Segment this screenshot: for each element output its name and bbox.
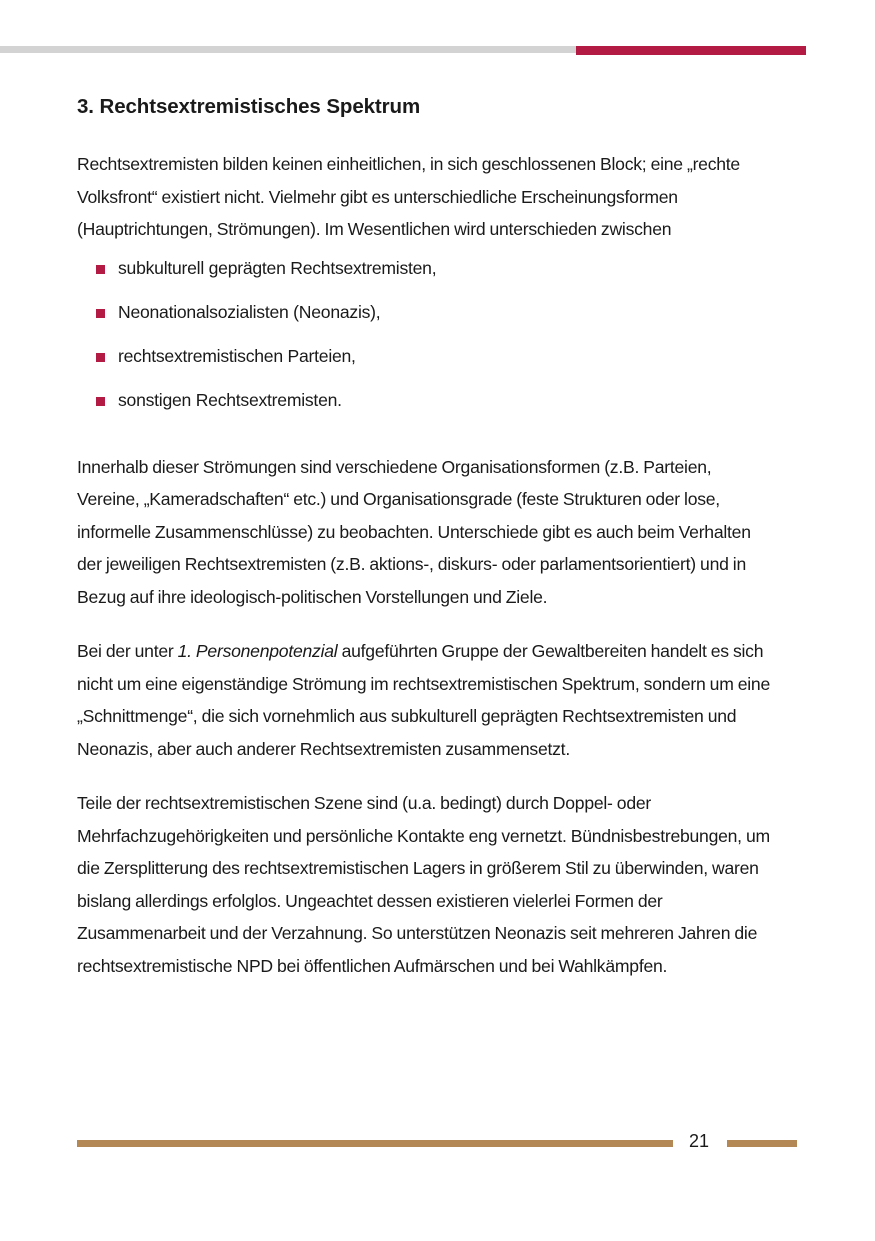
header-rule-grey [0, 46, 576, 53]
page-number: 21 [688, 1131, 710, 1151]
square-bullet-icon [96, 265, 105, 274]
bullet-item [77, 388, 777, 432]
square-bullet-icon [96, 353, 105, 362]
paragraph-organisation: Innerhalb dieser Strömungen sind verschiedene Organisationsformen (z.B. Parteien, Vereine, „Kameradschaften“ etc.) und Organisationsgrade (feste Strukturen oder lose, informelle Zusammenschlüsse) zu beobachten. Unterschiede gibt es auch beim Verhalten der jeweiligen Rechtsextremisten (z.B. aktions-, diskurs- oder parlamentsorientiert) und in Bezug auf ihre ideologisch-politischen Vorstellungen und Ziele. [77, 456, 751, 607]
bullet-item [77, 300, 777, 344]
paragraph-text: Bei der unter [77, 641, 178, 661]
bullet-text: Neonationalsozialisten (Neonazis), [118, 301, 381, 322]
bullet-item [77, 256, 777, 300]
footer-rule-right [727, 1140, 797, 1147]
intro-paragraph: Rechtsextremisten bilden keinen einheitlichen, in sich geschlossenen Block; eine „rechte Volksfront“ existiert nicht. Vielmehr gibt es unterschiedliche Erscheinungsformen (Hauptrichtungen, Strömungen). Im Wesentlichen wird unterschieden zwischen [77, 154, 740, 239]
section-heading: 3. Rechtsextremistisches Spektrum [77, 95, 421, 118]
bullet-text: rechtsextremistischen Parteien, [118, 345, 356, 366]
page-content [77, 92, 777, 982]
bullet-item [77, 344, 777, 388]
bullet-text: sonstigen Rechtsextremisten. [118, 389, 342, 410]
reference-emphasis: 1. Personenpotenzial [177, 641, 338, 661]
square-bullet-icon [96, 309, 105, 318]
square-bullet-icon [96, 397, 105, 406]
paragraph-vernetzung: Teile der rechtsextremistischen Szene sind (u.a. bedingt) durch Doppel- oder Mehrfachzugehörigkeiten und persönliche Kontakte eng vernetzt. Bündnisbestrebungen, um die Zersplitterung des rechtsextremistischen Lagers in größerem Stil zu überwinden, waren bislang allerdings erfolglos. Ungeachtet dessen existieren vielerlei Formen der Zusammenarbeit und der Verzahnung. So unterstützen Neonazis seit mehreren Jahren die rechtsextremistische NPD bei öffentlichen Aufmärschen und bei Wahlkämpfen. [77, 793, 770, 976]
bullet-text: subkulturell geprägten Rechtsextremisten, [118, 257, 437, 278]
paragraph-gewaltbereite [77, 635, 777, 765]
header-rule-accent [576, 46, 806, 55]
bullet-list [77, 256, 777, 432]
footer-rule-left [77, 1140, 673, 1147]
paragraph-text: aufgeführten Gruppe der Gewaltbereiten handelt es sich nicht um eine eigenständige Strömung im rechtsextremistischen Spektrum, sondern um eine „Schnittmenge“, die sich vornehmlich aus subkulturell geprägten Rechtsextremisten und Neonazis, aber auch anderer Rechtsextremisten zusammensetzt. [77, 641, 770, 759]
